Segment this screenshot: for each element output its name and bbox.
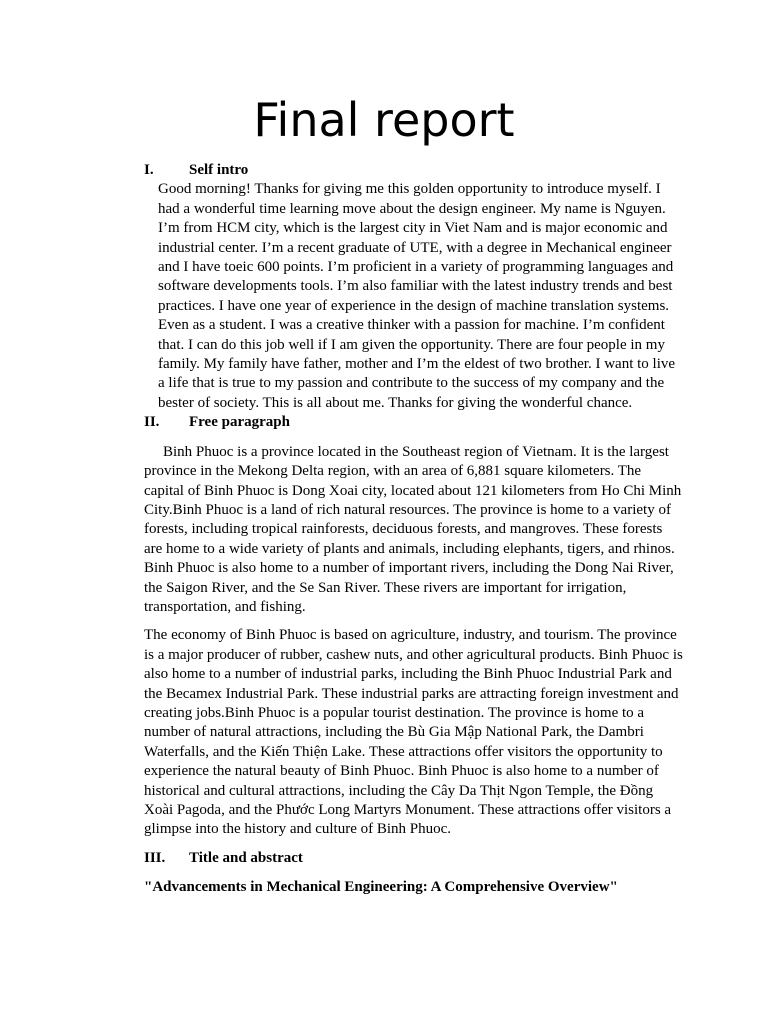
- section-free-paragraph: [144, 413, 684, 840]
- paper-title: "Advancements in Mechanical Engineering: A Comprehensive Overview": [144, 879, 618, 896]
- section-title: Title and abstract: [189, 849, 303, 866]
- free-paragraph-1: Binh Phuoc is a province located in the Southeast region of Vietnam. It is the largest province in the Mekong Delta region, with an area of 6,881 square kilometers. The capital of Binh Phuoc is Dong Xoai city, located about 121 kilometers from Ho Chi Minh City.Binh Phuoc is a land of rich natural resources. The province is home to a variety of forests, including tropical rainforests, deciduous forests, and mangroves. These forests are home to a wide variety of plants and animals, including elephants, tigers, and rhinos. Binh Phuoc is also home to a number of important rivers, including the Dong Nai River, the Saigon River, and the Se San River. These rivers are important for irrigation, transportation, and fishing.: [144, 443, 682, 615]
- section-number: II.: [144, 414, 160, 431]
- section-self-intro: [144, 161, 684, 413]
- section-heading: [144, 849, 684, 868]
- self-intro-paragraph: Good morning! Thanks for giving me this golden opportunity to introduce myself. I had a wonderful time learning move about the design engineer. My name is Nguyen. I’m from HCM city, which is the largest city in Viet Nam and is major economic and industrial center. I’m a recent graduate of UTE, with a degree in Mechanical engineer and I have toeic 600 points. I’m proficient in a variety of programming languages and software developments tools. I’m also familiar with the latest industry trends and best practices. I have one year of experience in the design of machine translation systems. Even as a student. I was a creative thinker with a passion for machine. I’m confident that. I can do this job well if I am given the opportunity. There are four people in my family. My family have father, mother and I’m the eldest of two brother. I want to live a life that is true to my passion and contribute to the success of my company and the bester of society. This is all about me. Thanks for giving the wonderful chance.: [158, 181, 676, 411]
- section-heading: [144, 161, 684, 180]
- section-number: I.: [144, 162, 154, 178]
- section-title-abstract: [144, 849, 684, 898]
- section-heading: [144, 413, 684, 432]
- section-title: Self intro: [189, 162, 249, 178]
- free-paragraph-2: The economy of Binh Phuoc is based on agriculture, industry, and tourism. The province is a major producer of rubber, cashew nuts, and other agricultural products. Binh Phuoc is also home to a number of industrial parks, including the Binh Phuoc Industrial Park and the Becamex Industrial Park. These industrial parks are attracting foreign investment and creating jobs.Binh Phuoc is a popular tourist destination. The province is home to a number of natural attractions, including the Bù Gia Mập National Park, the Dambri Waterfalls, and the Kiến Thiện Lake. These attractions offer visitors the opportunity to experience the natural beauty of Binh Phuoc. Binh Phuoc is also home to a number of historical and cultural attractions, including the Cây Da Thịt Ngon Temple, the Đồng Xoài Pagoda, and the Phước Long Martyrs Monument. These attractions offer visitors a glimpse into the history and culture of Binh Phuoc.: [144, 627, 683, 838]
- document-title: Final report: [253, 93, 515, 147]
- document-body: [144, 161, 684, 898]
- section-title: Free paragraph: [189, 414, 290, 431]
- section-number: III.: [144, 849, 166, 866]
